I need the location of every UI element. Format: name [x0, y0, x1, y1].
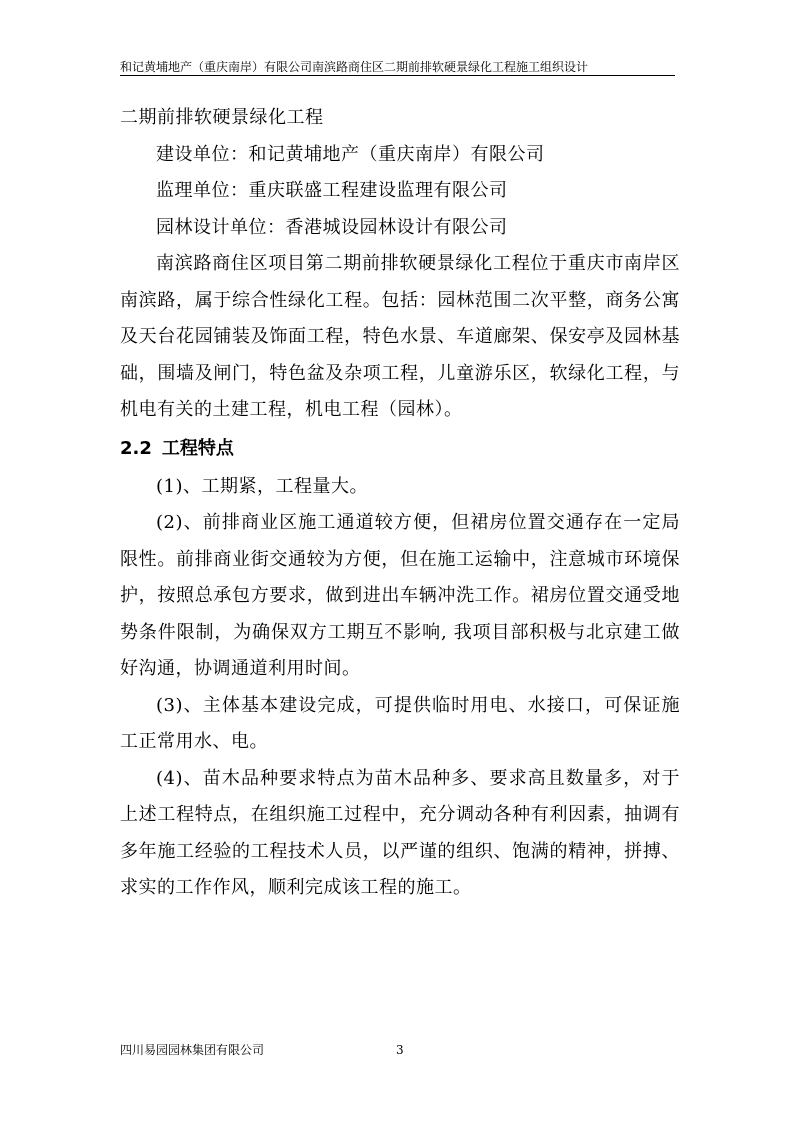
page-number: 3	[396, 1043, 404, 1057]
page-body	[120, 100, 680, 907]
feature-item-1: (1)、工期紧，工程量大。	[156, 475, 368, 497]
feature-item-4: (4)、苗木品种要求特点为苗木品种多、要求高且数量多，对于上述工程特点，在组织施工过程中，充分调动各种有利因素，抽调有多年施工经验的工程技术人员，以严谨的组织、饱满的精神，拼搏、求实的工作作风，顺利完成该工程的施工。	[120, 767, 680, 898]
designer-line: 园林设计单位：香港城设园林设计有限公司	[156, 216, 508, 238]
feature-item-2: (2)、前排商业区施工通道较方便，但裙房位置交通存在一定局限性。前排商业街交通较为方便，但在施工运输中，注意城市环境保护，按照总承包方要求，做到进出车辆冲洗工作。裙房位置交通受地势条件限制，为确保双方工期互不影响, 我项目部积极与北京建工做好沟通，协调通道利用时间。	[120, 512, 680, 679]
builder-line: 建设单位：和记黄埔地产（重庆南岸）有限公司	[156, 143, 545, 165]
project-name: 二期前排软硬景绿化工程	[120, 107, 324, 128]
page-footer	[120, 1043, 680, 1057]
supervisor-line: 监理单位：重庆联盛工程建设监理有限公司	[156, 180, 508, 201]
section-number: 2.2	[120, 437, 152, 459]
footer-company: 四川易园园林集团有限公司	[120, 1043, 265, 1057]
feature-item-3: (3)、主体基本建设完成，可提供临时用电、水接口，可保证施工正常用水、电。	[120, 694, 680, 752]
project-description: 南滨路商住区项目第二期前排软硬景绿化工程位于重庆市南岸区南滨路，属于综合性绿化工程。包括：园林范围二次平整，商务公寓及天台花园铺装及饰面工程，特色水景、车道廊架、保安亭及园林基础，围墙及闸门，特色盆及杂项工程，儿童游乐区，软绿化工程，与机电有关的土建工程，机电工程（园林）。	[120, 253, 680, 420]
section-title: 工程特点	[161, 437, 234, 459]
section-heading	[120, 429, 680, 469]
page-header: 和记黄埔地产（重庆南岸）有限公司南滨路商住区二期前排软硬景绿化工程施工组织设计	[120, 60, 675, 76]
